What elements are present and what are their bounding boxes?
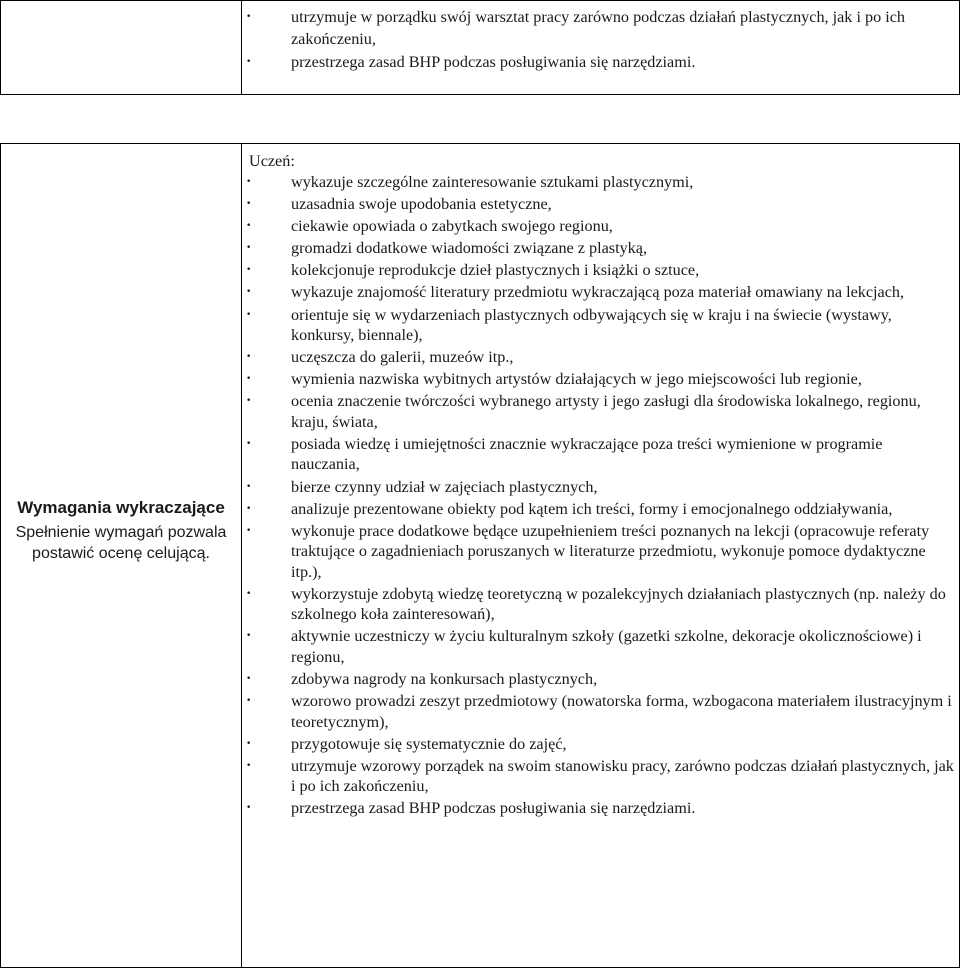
list-item: · utrzymuje w porządku swój warsztat pracy zarówno podczas działań plastycznych, jak i po ich zakończeniu,	[243, 7, 955, 50]
list-item: · wykonuje prace dodatkowe będące uzupełnieniem treści poznanych na lekcji (opracowuje referaty traktujące o zagadnieniach poruszanych w literaturze przedmiotu, wykonuje pomoce dydaktyczne itp.),	[243, 521, 955, 583]
list-item: · wymienia nazwiska wybitnych artystów działających w jego miejscowości lub regionie,	[243, 369, 955, 390]
list-item: · kolekcjonuje reprodukcje dzieł plastycznych i książki o sztuce,	[243, 260, 955, 281]
list-item: · przestrzega zasad BHP podczas posługiwania się narzędziami.	[243, 52, 955, 74]
list-item: · analizuje prezentowane obiekty pod kątem ich treści, formy i emocjonalnego oddziaływania,	[243, 499, 955, 520]
grade-level-title: Wymagania wykraczające	[17, 498, 225, 517]
list-item: · wykazuje szczególne zainteresowanie sztukami plastycznymi,	[243, 172, 955, 193]
list-item: · uczęszcza do galerii, muzeów itp.,	[243, 347, 955, 368]
list-item: · gromadzi dodatkowe wiadomości związane z plastyką,	[243, 238, 955, 259]
main-requirements-list	[243, 172, 955, 820]
list-item: · ocenia znaczenie twórczości wybranego artysty i jego zasługi dla środowiska lokalnego, regionu, kraju, świata,	[243, 391, 955, 432]
list-item: · aktywnie uczestniczy w życiu kulturalnym szkoły (gazetki szkolne, dekoracje okolicznościowe) i regionu,	[243, 626, 955, 667]
list-item: · wykazuje znajomość literatury przedmiotu wykraczającą poza materiał omawiany na lekcjach,	[243, 282, 955, 303]
list-item: · uzasadnia swoje upodobania estetyczne,	[243, 194, 955, 215]
student-heading: Uczeń:	[249, 152, 295, 170]
grade-level-cell	[3, 496, 239, 564]
list-item: · zdobywa nagrody na konkursach plastycznych,	[243, 669, 955, 690]
grade-level-description: Spełnienie wymagań pozwala postawić ocenę celującą.	[15, 524, 227, 562]
top-column-divider	[241, 0, 242, 95]
list-item: · przygotowuje się systematycznie do zajęć,	[243, 734, 955, 755]
list-item: · wzorowo prowadzi zeszyt przedmiotowy (nowatorska forma, wzbogacona materiałem ilustracyjnym i teoretycznym),	[243, 691, 955, 732]
list-item: · wykorzystuje zdobytą wiedzę teoretyczną w pozalekcyjnych działaniach plastycznych (np. należy do szkolnego koła zainteresowań),	[243, 584, 955, 625]
list-item: · utrzymuje wzorowy porządek na swoim stanowisku pracy, zarówno podczas działań plastycznych, jak i po ich zakończeniu,	[243, 756, 955, 797]
list-item: · bierze czynny udział w zajęciach plastycznych,	[243, 477, 955, 498]
top-requirements-list	[243, 7, 955, 75]
list-item: · posiada wiedzę i umiejętności znacznie wykraczające poza treści wymienione w programie nauczania,	[243, 434, 955, 475]
main-column-divider	[241, 143, 242, 968]
list-item: · przestrzega zasad BHP podczas posługiwania się narzędziami.	[243, 798, 955, 819]
list-item: · orientuje się w wydarzeniach plastycznych odbywających się w kraju i na świecie (wystawy, konkursy, biennale),	[243, 305, 955, 346]
list-item: · ciekawie opowiada o zabytkach swojego regionu,	[243, 216, 955, 237]
